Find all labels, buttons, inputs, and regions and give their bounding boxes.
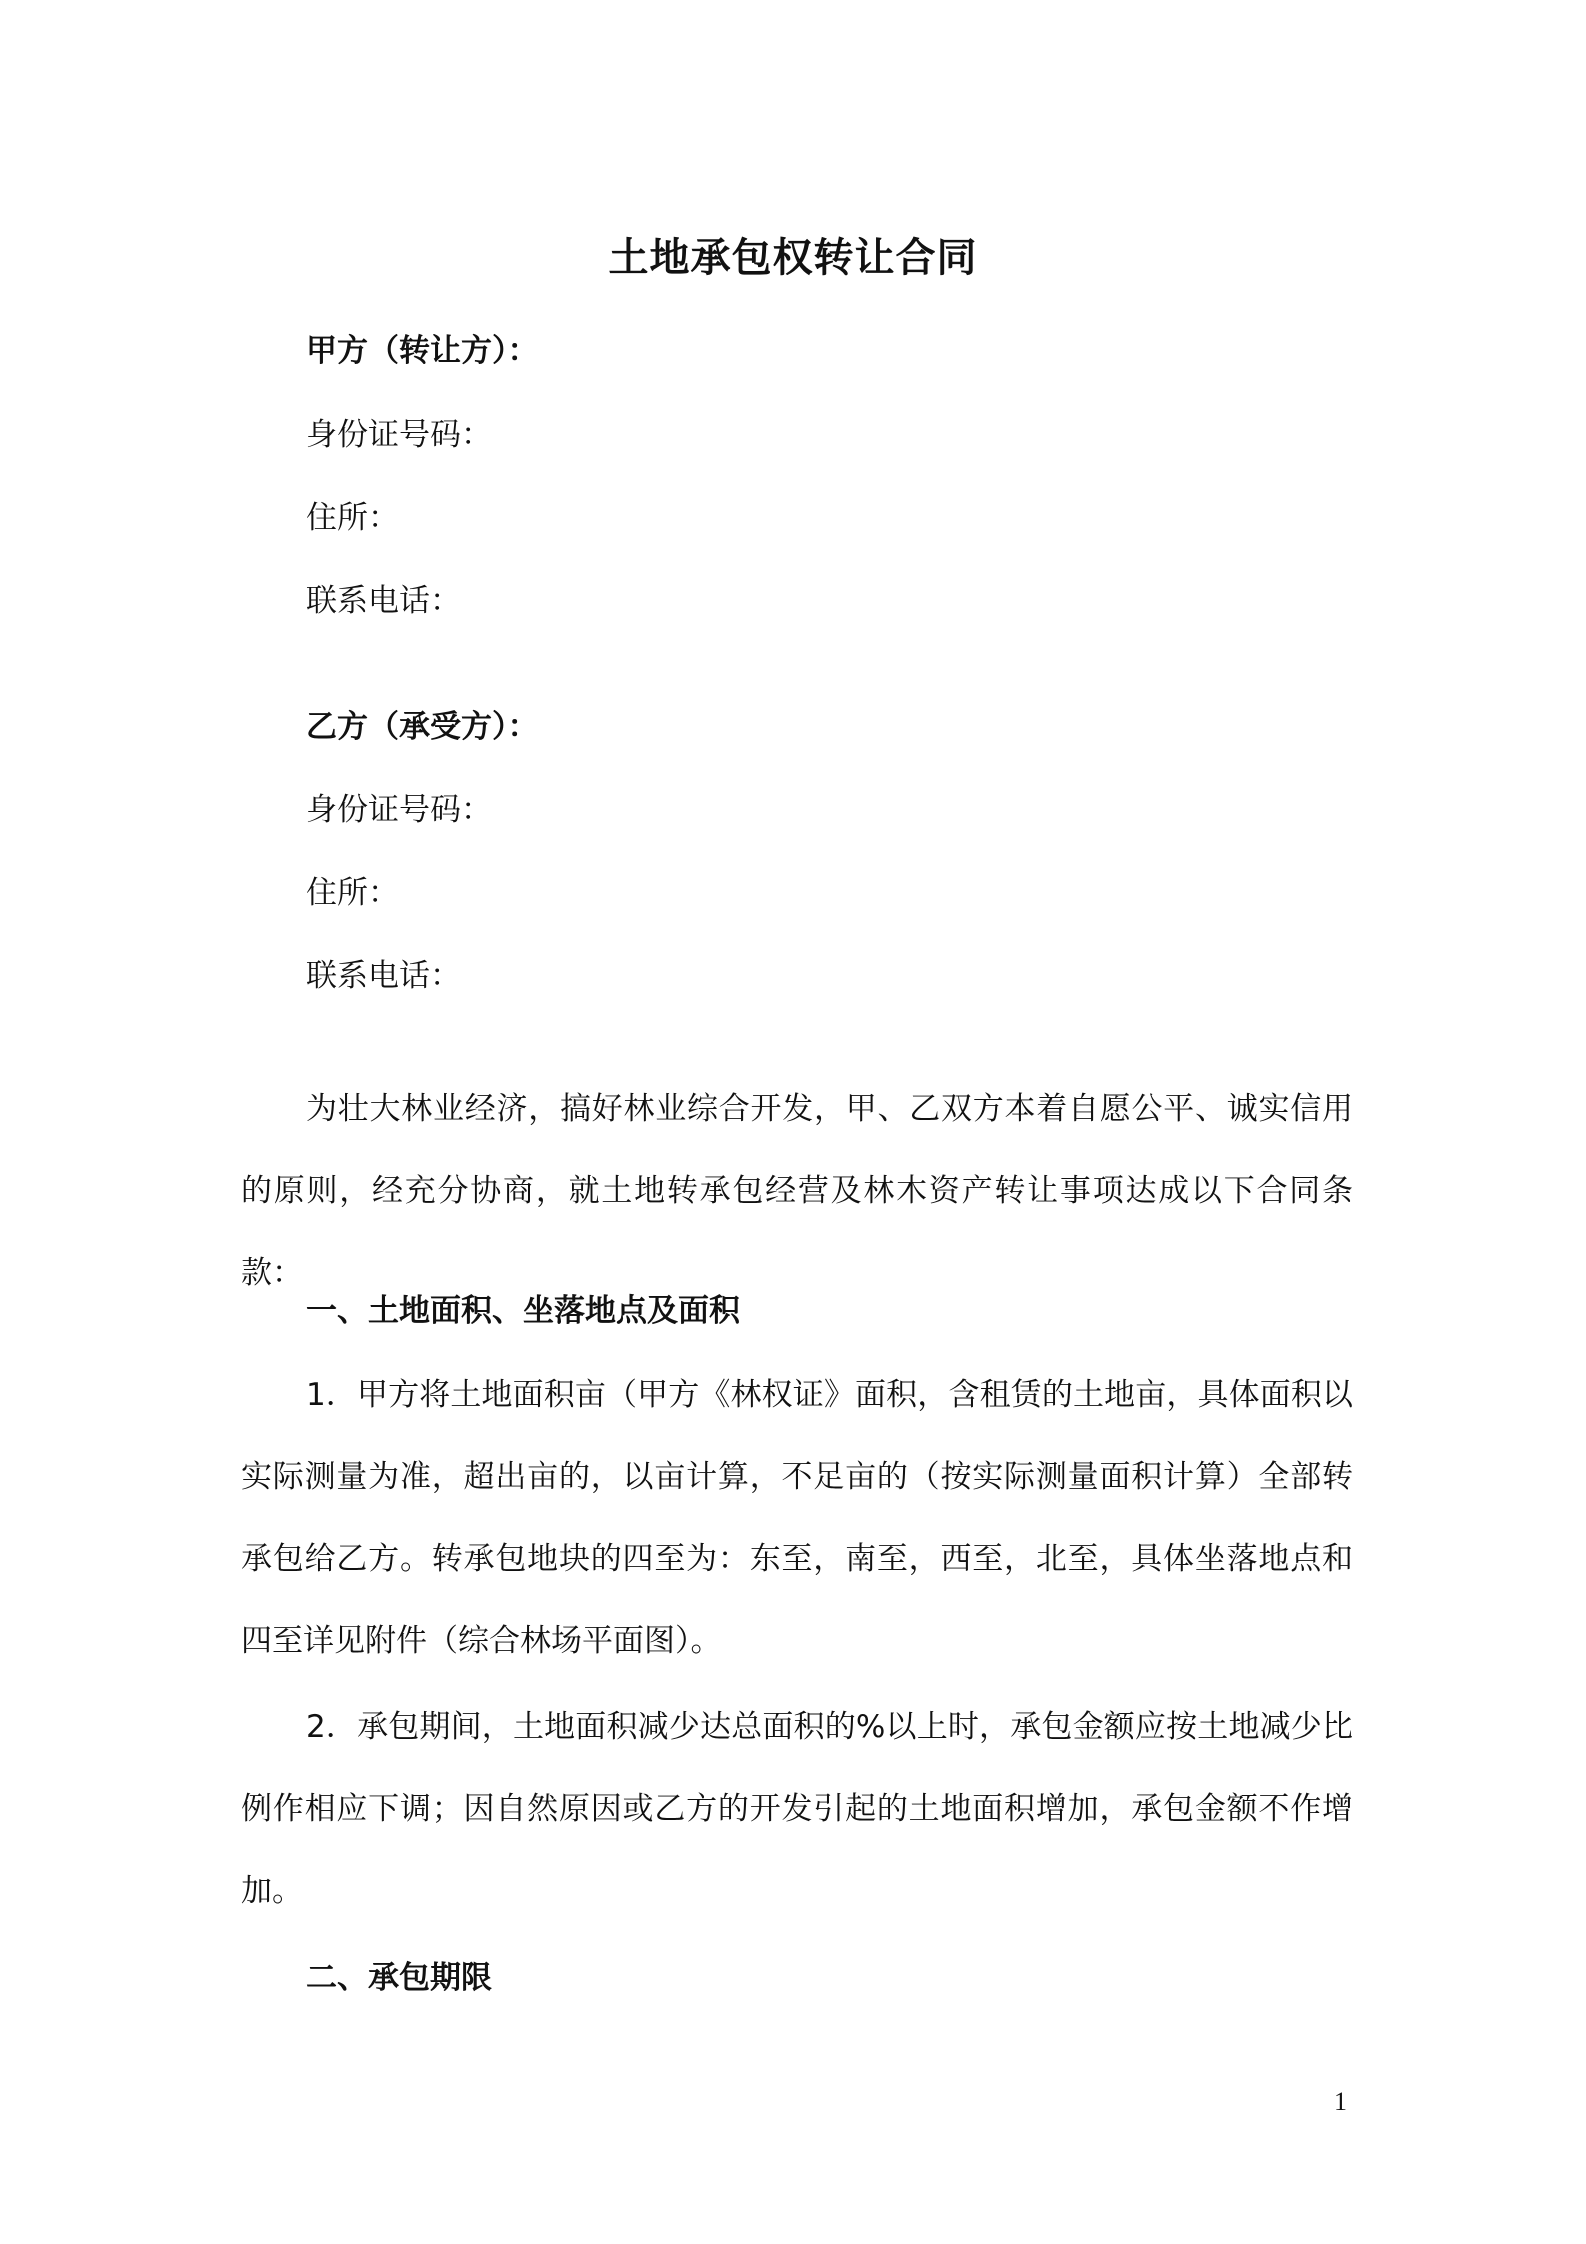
section-1-clause-2: 2．承包期间，土地面积减少达总面积的%以上时，承包金额应按土地减少比例作相应下调；因自然原因或乙方的开发引起的土地面积增加，承包金额不作增加。 bbox=[241, 1709, 1353, 1909]
section-1-heading: 一、土地面积、坐落地点及面积 bbox=[306, 1293, 740, 1329]
section-1-clause-1: 1．甲方将土地面积亩（甲方《林权证》面积，含租赁的土地亩，具体面积以实际测量为准，超出亩的，以亩计算，不足亩的（按实际测量面积计算）全部转承包给乙方。转承包地块的四至为：东至，南至，西至，北至，具体坐落地点和四至详见附件（综合林场平面图）。 bbox=[241, 1377, 1353, 1659]
party-b-phone-label: 联系电话： bbox=[306, 958, 461, 994]
section-2-heading: 二、承包期限 bbox=[306, 1960, 492, 1996]
party-a-label: 甲方（转让方）： bbox=[306, 333, 539, 369]
preamble-paragraph: 为壮大林业经济，搞好林业综合开发，甲、乙双方本着自愿公平、诚实信用的原则，经充分协商，就土地转承包经营及林木资产转让事项达成以下合同条款： bbox=[241, 1091, 1353, 1291]
party-b-label: 乙方（承受方）： bbox=[306, 709, 539, 745]
party-a-id-label: 身份证号码： bbox=[306, 417, 492, 453]
party-a-address-label: 住所： bbox=[306, 500, 399, 536]
page-number: 1 bbox=[1334, 2087, 1347, 2116]
party-b-address-label: 住所： bbox=[306, 875, 399, 911]
document-title: 土地承包权转让合同 bbox=[608, 235, 978, 281]
party-a-phone-label: 联系电话： bbox=[306, 583, 461, 619]
party-b-id-label: 身份证号码： bbox=[306, 792, 492, 828]
